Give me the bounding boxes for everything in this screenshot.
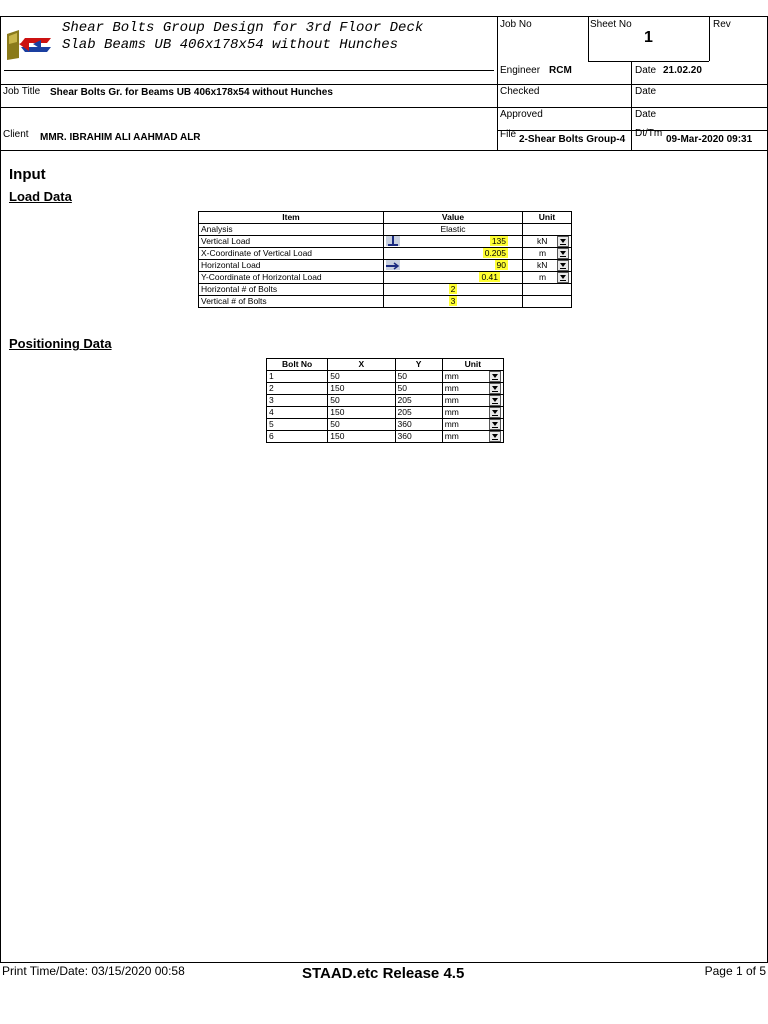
col-bolt-no: Bolt No xyxy=(267,359,328,371)
unit-text: m xyxy=(539,248,547,258)
dropdown-arrow-icon[interactable] xyxy=(489,371,501,382)
job-title-value: Shear Bolts Gr. for Beams UB 406x178x54 without Hunches xyxy=(50,87,333,98)
dttm-value: 09-Mar-2020 09:31 xyxy=(666,134,753,145)
load-data-heading: Load Data xyxy=(9,189,72,204)
item-cell: Vertical # of Bolts xyxy=(199,296,384,308)
value-cell[interactable] xyxy=(384,296,523,308)
table-row xyxy=(267,383,504,395)
positioning-data-heading: Positioning Data xyxy=(9,336,112,351)
positioning-data-table xyxy=(266,358,504,443)
unit-text: mm xyxy=(444,371,459,381)
unit-text: mm xyxy=(444,419,459,429)
value-cell[interactable] xyxy=(384,248,523,260)
sheet-no-value: 1 xyxy=(644,29,653,46)
header-block xyxy=(0,16,768,151)
unit-cell[interactable] xyxy=(523,248,572,260)
value-cell[interactable] xyxy=(384,260,523,272)
file-value: 2-Shear Bolts Group-4 xyxy=(519,134,626,145)
unit-cell[interactable] xyxy=(442,383,503,395)
table-row xyxy=(199,236,572,248)
unit-text: mm xyxy=(444,431,459,441)
horizontal-load-icon xyxy=(386,260,400,270)
dttm-label: Dt/Tm xyxy=(635,128,663,139)
input-heading: Input xyxy=(9,166,46,183)
horizontal-load-value: 90 xyxy=(496,260,506,270)
dropdown-arrow-icon[interactable] xyxy=(489,395,501,406)
report-title-line-1: Shear Bolts Group Design for 3rd Floor Deck xyxy=(62,20,424,36)
item-cell: X-Coordinate of Vertical Load xyxy=(199,248,384,260)
table-row xyxy=(267,371,504,383)
unit-text: mm xyxy=(444,395,459,405)
unit-cell[interactable] xyxy=(523,236,572,248)
unit-cell[interactable] xyxy=(523,260,572,272)
bolt-no-cell: 6 xyxy=(267,431,328,443)
table-row xyxy=(199,296,572,308)
bolt-no-cell: 3 xyxy=(267,395,328,407)
page-frame-left xyxy=(0,151,1,963)
x-coord-value: 0.205 xyxy=(484,248,506,258)
item-cell: Analysis xyxy=(199,224,384,236)
col-y: Y xyxy=(395,359,442,371)
table-row xyxy=(199,284,572,296)
client-label: Client xyxy=(3,129,29,140)
dropdown-arrow-icon[interactable] xyxy=(557,260,569,271)
unit-text: kN xyxy=(537,236,548,246)
x-cell[interactable]: 150 xyxy=(328,383,395,395)
bolt-no-cell: 5 xyxy=(267,419,328,431)
x-cell[interactable]: 50 xyxy=(328,419,395,431)
bolt-no-cell: 2 xyxy=(267,383,328,395)
load-data-table xyxy=(198,211,572,308)
unit-cell xyxy=(523,224,572,236)
dropdown-arrow-icon[interactable] xyxy=(557,272,569,283)
date-value: 21.02.20 xyxy=(663,65,702,76)
unit-text: mm xyxy=(444,407,459,417)
dropdown-arrow-icon[interactable] xyxy=(557,236,569,247)
dropdown-arrow-icon[interactable] xyxy=(489,407,501,418)
unit-cell[interactable] xyxy=(442,419,503,431)
vertical-bolts-value: 3 xyxy=(450,296,456,306)
bolt-no-cell: 1 xyxy=(267,371,328,383)
engineer-value: RCM xyxy=(549,65,572,76)
y-cell[interactable]: 360 xyxy=(395,419,442,431)
value-cell[interactable] xyxy=(384,272,523,284)
job-title-label: Job Title xyxy=(3,86,41,97)
checked-label: Checked xyxy=(500,86,540,97)
item-cell: Y-Coordinate of Horizontal Load xyxy=(199,272,384,284)
unit-text: m xyxy=(539,272,547,282)
file-label: File xyxy=(500,129,517,140)
print-time: Print Time/Date: 03/15/2020 00:58 xyxy=(2,964,185,978)
page-number: Page 1 of 5 xyxy=(704,964,766,978)
item-cell: Horizontal Load xyxy=(199,260,384,272)
unit-cell[interactable] xyxy=(442,407,503,419)
unit-cell xyxy=(523,284,572,296)
unit-cell[interactable] xyxy=(523,272,572,284)
y-cell[interactable]: 205 xyxy=(395,395,442,407)
vertical-load-icon xyxy=(386,236,400,246)
col-unit: Unit xyxy=(442,359,503,371)
dropdown-arrow-icon[interactable] xyxy=(489,431,501,442)
engineer-label: Engineer xyxy=(500,65,541,76)
approved-label: Approved xyxy=(500,109,543,120)
table-row xyxy=(267,419,504,431)
table-row xyxy=(199,272,572,284)
x-cell[interactable]: 50 xyxy=(328,371,395,383)
approved-date-label: Date xyxy=(635,109,657,120)
dropdown-arrow-icon[interactable] xyxy=(489,419,501,430)
y-cell[interactable]: 50 xyxy=(395,371,442,383)
value-cell: Elastic xyxy=(384,224,523,236)
unit-cell xyxy=(523,296,572,308)
y-cell[interactable]: 205 xyxy=(395,407,442,419)
x-cell[interactable]: 150 xyxy=(328,407,395,419)
horizontal-bolts-value: 2 xyxy=(450,284,456,294)
client-value: MMR. IBRAHIM ALI AAHMAD ALR xyxy=(40,132,201,143)
table-row xyxy=(199,248,572,260)
vertical-load-value: 135 xyxy=(491,236,506,246)
date-label: Date xyxy=(635,65,657,76)
x-cell[interactable]: 50 xyxy=(328,395,395,407)
col-unit: Unit xyxy=(523,212,572,224)
y-coord-value: 0.41 xyxy=(481,272,498,282)
bolt-no-cell: 4 xyxy=(267,407,328,419)
table-row xyxy=(267,395,504,407)
value-cell[interactable] xyxy=(384,236,523,248)
table-row xyxy=(199,260,572,272)
x-cell[interactable]: 150 xyxy=(328,431,395,443)
y-cell[interactable]: 360 xyxy=(395,431,442,443)
col-item: Item xyxy=(199,212,384,224)
table-row xyxy=(267,407,504,419)
item-cell: Horizontal # of Bolts xyxy=(199,284,384,296)
dropdown-arrow-icon[interactable] xyxy=(489,383,501,394)
unit-text: kN xyxy=(537,260,548,270)
footer-rule xyxy=(0,962,768,963)
col-x: X xyxy=(328,359,395,371)
checked-date-label: Date xyxy=(635,86,657,97)
table-row xyxy=(267,431,504,443)
item-cell: Vertical Load xyxy=(199,236,384,248)
table-row xyxy=(199,224,572,236)
unit-text: mm xyxy=(444,383,459,393)
unit-cell[interactable] xyxy=(442,431,503,443)
report-title-line-2: Slab Beams UB 406x178x54 without Hunches xyxy=(62,37,399,53)
value-cell[interactable] xyxy=(384,284,523,296)
col-value: Value xyxy=(384,212,523,224)
company-logo xyxy=(7,30,53,60)
rev-label: Rev xyxy=(713,19,731,30)
job-no-label: Job No xyxy=(500,19,532,30)
y-cell[interactable]: 50 xyxy=(395,383,442,395)
unit-cell[interactable] xyxy=(442,395,503,407)
dropdown-arrow-icon[interactable] xyxy=(557,248,569,259)
software-release: STAAD.etc Release 4.5 xyxy=(302,965,465,982)
unit-cell[interactable] xyxy=(442,371,503,383)
sheet-no-label: Sheet No xyxy=(590,19,632,30)
